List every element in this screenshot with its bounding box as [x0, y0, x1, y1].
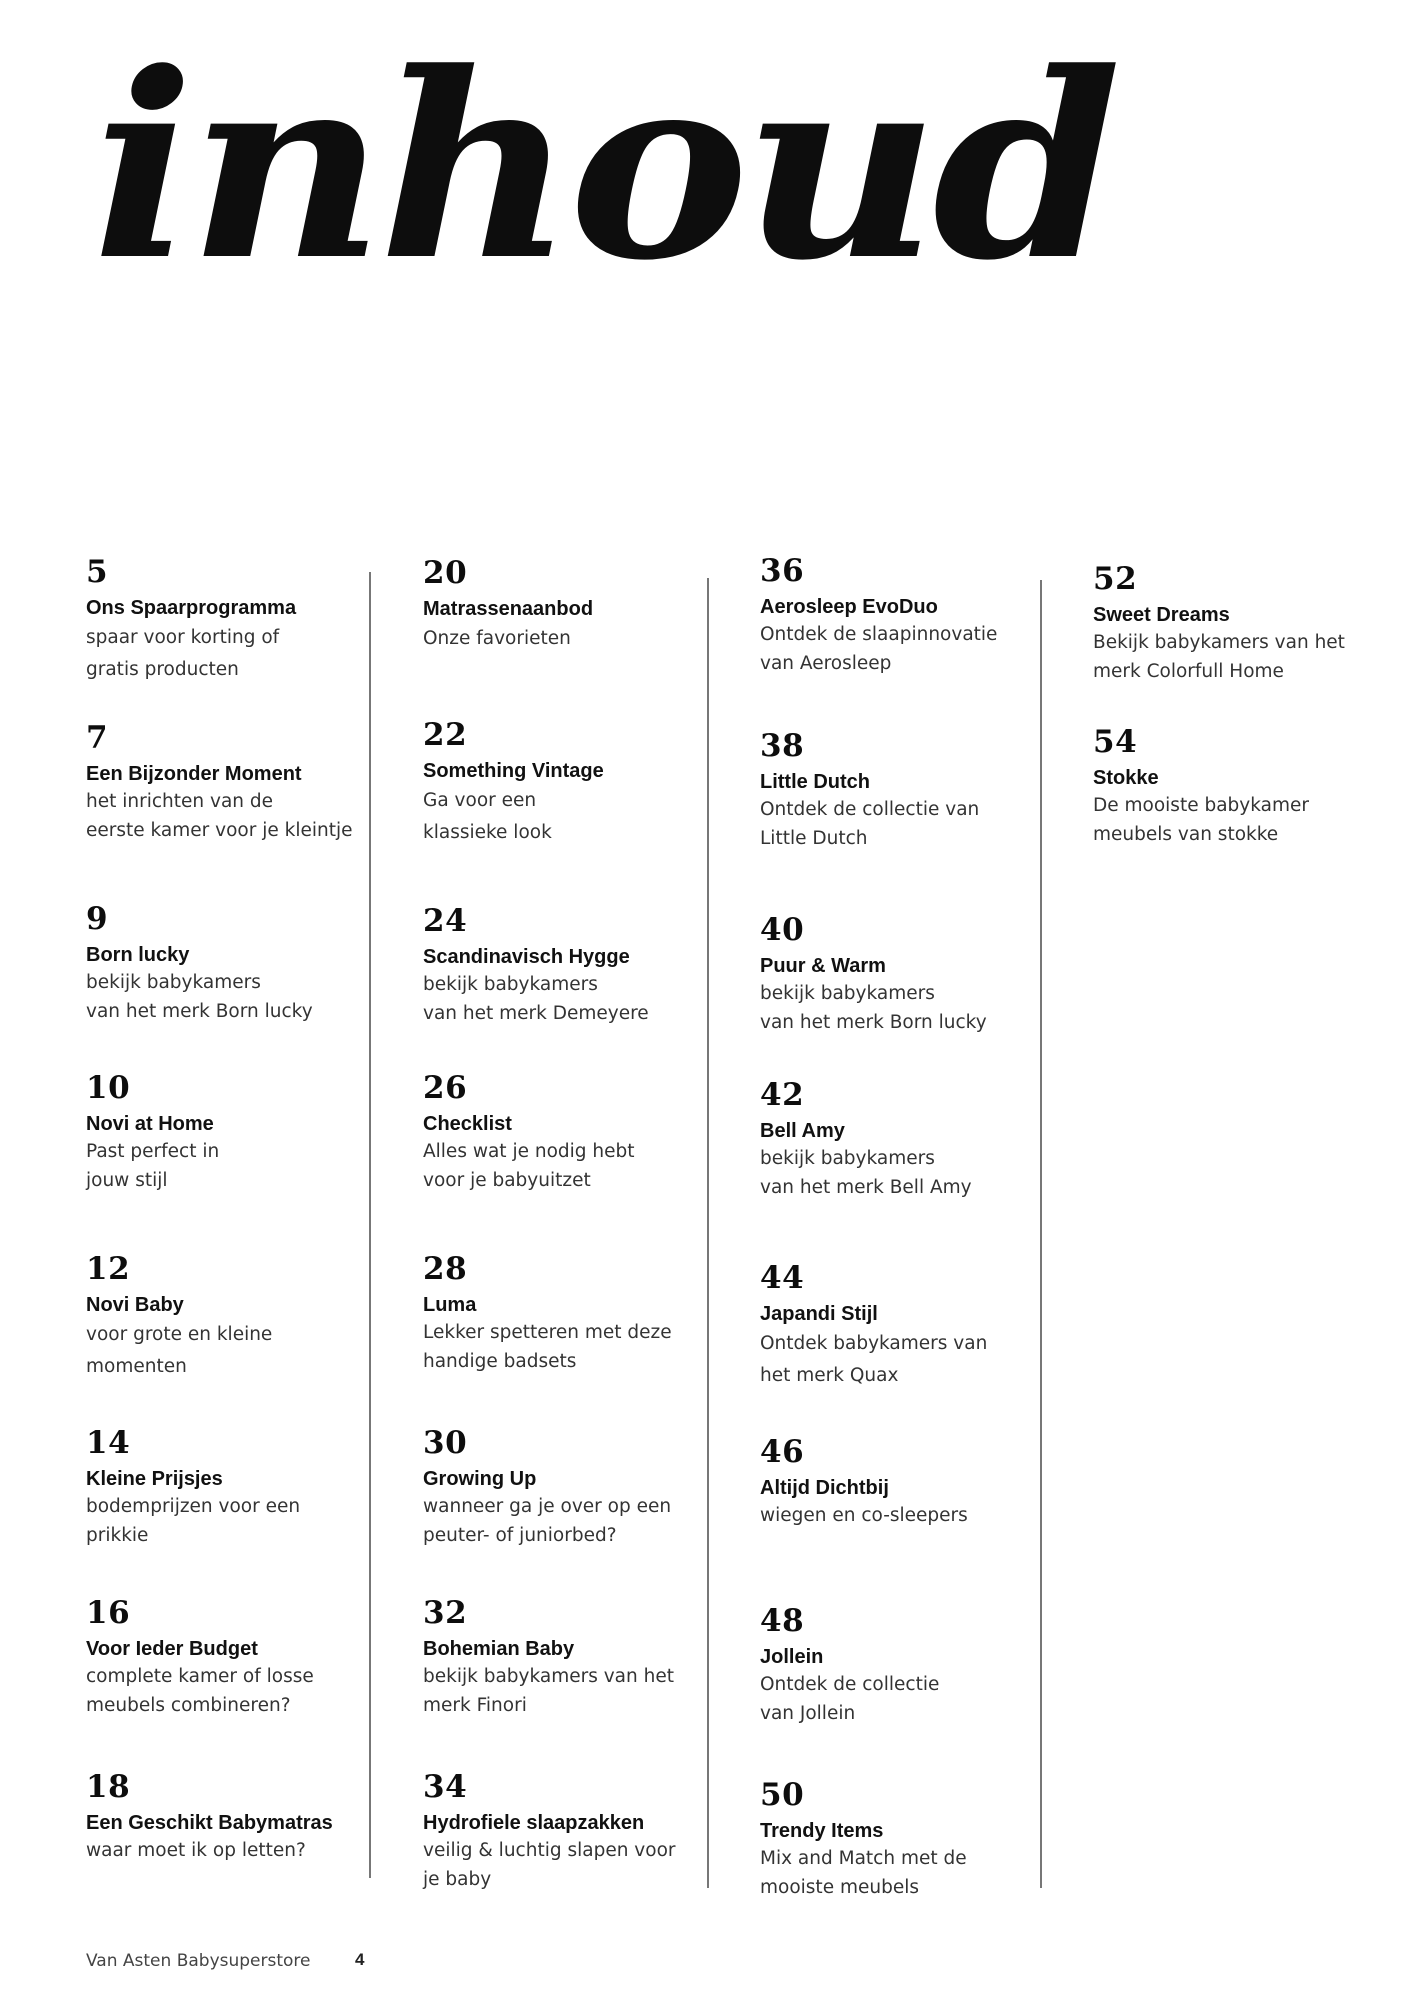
toc-page-number: 22: [423, 717, 468, 753]
toc-heading: Een Geschikt Babymatras: [86, 1812, 333, 1834]
toc-page-number: 24: [423, 903, 468, 939]
toc-description: voor grote en kleine: [86, 1324, 273, 1345]
toc-heading: Altijd Dichtbij: [760, 1477, 889, 1499]
toc-heading: Hydrofiele slaapzakken: [423, 1812, 645, 1834]
toc-description: wiegen en co-sleepers: [760, 1505, 968, 1526]
toc-description: gratis producten: [86, 659, 239, 680]
toc-description: het merk Quax: [760, 1365, 899, 1386]
toc-description: klassieke look: [423, 822, 552, 843]
toc-page-number: 28: [423, 1251, 468, 1287]
toc-heading: Jollein: [760, 1646, 824, 1668]
toc-entry[interactable]: [86, 1251, 386, 1383]
toc-description: prikkie: [86, 1524, 149, 1546]
toc-description: momenten: [86, 1356, 187, 1377]
toc-description: van het merk Born lucky: [86, 1000, 313, 1022]
toc-page-number: 40: [760, 912, 805, 948]
toc-entry[interactable]: [760, 728, 1060, 853]
toc-description: voor je babyuitzet: [423, 1169, 591, 1191]
toc-entry[interactable]: [86, 720, 386, 845]
toc-heading: Bell Amy: [760, 1120, 845, 1142]
toc-heading: Sweet Dreams: [1093, 604, 1230, 626]
toc-entry[interactable]: [86, 1769, 386, 1866]
toc-entry[interactable]: [423, 1595, 723, 1720]
toc-entry[interactable]: [423, 1251, 723, 1376]
toc-description: bodemprijzen voor een: [86, 1496, 301, 1517]
toc-description: van het merk Born lucky: [760, 1011, 987, 1033]
toc-page-number: 36: [760, 553, 805, 589]
toc-heading: Voor Ieder Budget: [86, 1638, 258, 1660]
toc-page-number: 9: [86, 901, 109, 937]
toc-page-number: 26: [423, 1070, 468, 1106]
toc-heading: Japandi Stijl: [760, 1303, 878, 1325]
toc-entry[interactable]: [423, 1425, 723, 1550]
toc-heading: Something Vintage: [423, 760, 604, 782]
toc-description: eerste kamer voor je kleintje: [86, 819, 353, 841]
toc-description: veilig & luchtig slapen voor: [423, 1840, 676, 1861]
toc-description: jouw stijl: [86, 1169, 168, 1191]
toc-description: Onze favorieten: [423, 628, 571, 649]
toc-page-number: 5: [86, 554, 109, 590]
toc-heading: Trendy Items: [760, 1820, 884, 1842]
toc-page-number: 32: [423, 1595, 468, 1631]
toc-heading: Luma: [423, 1294, 477, 1316]
toc-entry[interactable]: [760, 1603, 1060, 1728]
toc-description: je baby: [423, 1868, 492, 1890]
toc-description: handige badsets: [423, 1350, 577, 1372]
toc-heading: Novi Baby: [86, 1294, 184, 1316]
toc-entry[interactable]: [760, 912, 1060, 1037]
toc-heading: Ons Spaarprogramma: [86, 597, 297, 619]
toc-page-number: 46: [760, 1434, 805, 1470]
toc-description: meubels van stokke: [1093, 823, 1279, 845]
toc-heading: Bohemian Baby: [423, 1638, 575, 1660]
toc-entry[interactable]: [760, 1434, 1060, 1531]
column-divider: [707, 578, 709, 1888]
toc-page-number: 52: [1093, 561, 1138, 597]
toc-page-number: 44: [760, 1260, 805, 1296]
toc-description: meubels combineren?: [86, 1694, 291, 1716]
toc-description: Little Dutch: [760, 827, 868, 849]
toc-page-number: 18: [86, 1769, 131, 1805]
toc-description: Ontdek de slaapinnovatie: [760, 624, 998, 645]
toc-description: De mooiste babykamer: [1093, 795, 1309, 816]
toc-heading: Puur & Warm: [760, 955, 886, 977]
toc-page-number: 34: [423, 1769, 468, 1805]
toc-heading: Checklist: [423, 1113, 512, 1135]
toc-page-number: 20: [423, 555, 468, 591]
toc-page-number: 48: [760, 1603, 805, 1639]
toc-entry[interactable]: [1093, 561, 1393, 686]
toc-description: waar moet ik op letten?: [86, 1840, 306, 1861]
toc-description: van Jollein: [760, 1702, 856, 1724]
toc-description: merk Finori: [423, 1694, 527, 1716]
toc-description: peuter- of juniorbed?: [423, 1524, 617, 1546]
toc-description: Ga voor een: [423, 790, 537, 811]
toc-heading: Stokke: [1093, 767, 1159, 789]
toc-description: complete kamer of losse: [86, 1666, 314, 1687]
toc-page-number: 30: [423, 1425, 468, 1461]
toc-description: Ontdek de collectie van: [760, 799, 980, 820]
toc-description: bekijk babykamers: [86, 972, 261, 993]
toc-page-number: 54: [1093, 724, 1138, 760]
toc-description: Bekijk babykamers van het: [1093, 632, 1345, 653]
toc-heading: Aerosleep EvoDuo: [760, 596, 938, 618]
toc-entry[interactable]: [423, 555, 723, 655]
toc-description: Lekker spetteren met deze: [423, 1322, 672, 1343]
toc-description: bekijk babykamers: [760, 983, 935, 1004]
toc-description: Alles wat je nodig hebt: [423, 1141, 635, 1162]
page-title: inhoud: [92, 18, 1116, 317]
toc-heading: Kleine Prijsjes: [86, 1468, 223, 1490]
toc-heading: Little Dutch: [760, 771, 870, 793]
toc-entry[interactable]: [86, 1425, 386, 1550]
toc-description: mooiste meubels: [760, 1876, 919, 1898]
toc-description: bekijk babykamers: [423, 974, 598, 995]
toc-page-number: 38: [760, 728, 805, 764]
toc-entry[interactable]: [86, 1070, 386, 1195]
toc-entry[interactable]: [760, 1077, 1060, 1202]
toc-description: bekijk babykamers van het: [423, 1666, 674, 1687]
column-divider: [369, 572, 371, 1878]
toc-page-number: 7: [86, 720, 109, 756]
toc-description: spaar voor korting of: [86, 627, 280, 648]
toc-description: Ontdek babykamers van: [760, 1333, 988, 1354]
toc-entry[interactable]: [760, 1777, 1060, 1902]
toc-entry[interactable]: [423, 717, 723, 849]
toc-description: van het merk Demeyere: [423, 1002, 649, 1024]
toc-page-number: 50: [760, 1777, 805, 1813]
toc-entry[interactable]: [423, 1769, 723, 1894]
toc-page-number: 10: [86, 1070, 131, 1106]
toc-description: wanneer ga je over op een: [423, 1496, 672, 1517]
toc-description: van het merk Bell Amy: [760, 1176, 972, 1198]
toc-entry[interactable]: [1093, 724, 1393, 849]
toc-heading: Een Bijzonder Moment: [86, 763, 302, 785]
toc-entry[interactable]: [760, 553, 1060, 678]
toc-description: van Aerosleep: [760, 652, 892, 674]
toc-description: merk Colorfull Home: [1093, 660, 1284, 682]
footer-page-number: 4: [355, 1950, 365, 1969]
toc-entry[interactable]: [423, 1070, 723, 1195]
toc-page-number: 12: [86, 1251, 131, 1287]
toc-entry[interactable]: [423, 903, 723, 1028]
toc-description: Ontdek de collectie: [760, 1674, 940, 1695]
toc-entry[interactable]: [86, 901, 386, 1026]
toc-entry[interactable]: [86, 1595, 386, 1720]
toc-description: Past perfect in: [86, 1141, 220, 1162]
toc-description: Mix and Match met de: [760, 1848, 967, 1869]
toc-page-number: 42: [760, 1077, 805, 1113]
column-divider: [1040, 580, 1042, 1888]
toc-description: bekijk babykamers: [760, 1148, 935, 1169]
toc-heading: Novi at Home: [86, 1113, 214, 1135]
toc-entry[interactable]: [760, 1260, 1060, 1392]
toc-description: het inrichten van de: [86, 791, 274, 812]
toc-entry[interactable]: [86, 554, 386, 686]
toc-heading: Born lucky: [86, 944, 190, 966]
toc-heading: Matrassenaanbod: [423, 598, 594, 620]
toc-heading: Scandinavisch Hygge: [423, 946, 630, 968]
toc-page-number: 14: [86, 1425, 131, 1461]
toc-page-number: 16: [86, 1595, 131, 1631]
footer-publisher: Van Asten Babysuperstore: [86, 1951, 311, 1971]
toc-heading: Growing Up: [423, 1468, 537, 1490]
